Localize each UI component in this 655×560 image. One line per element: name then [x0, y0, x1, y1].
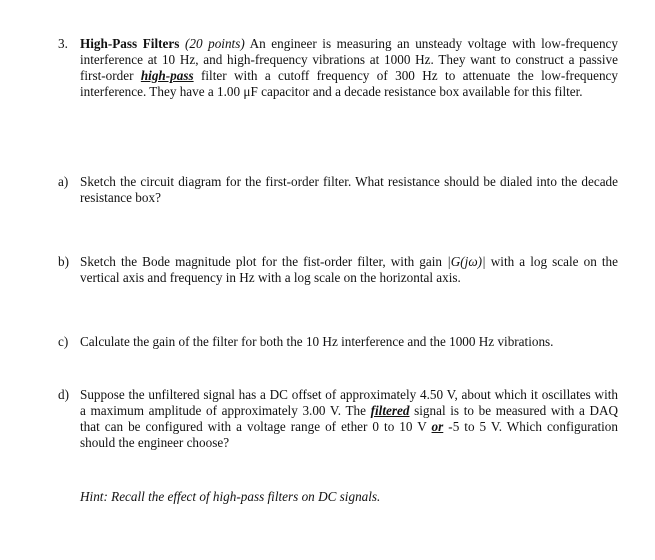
part-b-label: b) — [58, 254, 69, 269]
problem-intro — [80, 36, 618, 100]
hint-text: Hint: Recall the effect of high-pass filters on DC signals. — [80, 489, 381, 504]
part-b-text-2: with a log scale on the vertical axis and frequency in Hz with a log scale on the horizontal axis. — [80, 254, 618, 285]
intro-text-2: filter with a cutoff frequency of 300 Hz to attenuate the low-frequency interference. They have a 1.00 μF capacitor and a decade resistance box available for this filter. — [80, 68, 618, 99]
part-d-text-1: Suppose the unfiltered signal has a DC offset of approximately 4.50 V, about which it oscillates with a maximum amplitude of approximately 3.00 V. The — [80, 387, 618, 418]
part-a — [58, 174, 618, 206]
part-d — [58, 387, 618, 451]
part-b — [58, 254, 618, 286]
part-b-body — [80, 254, 618, 286]
part-d-emphasis-or: or — [431, 419, 444, 434]
problem-points: (20 points) — [184, 36, 245, 51]
part-c-text: Calculate the gain of the filter for both the 10 Hz interference and the 1000 Hz vibrations. — [80, 334, 554, 349]
part-d-label: d) — [58, 387, 69, 402]
part-a-text: Sketch the circuit diagram for the first-order filter. What resistance should be dialed into the decade resistance box? — [80, 174, 618, 205]
part-d-emphasis-filtered: filtered — [370, 403, 410, 418]
problem-title: High-Pass Filters — [80, 36, 180, 51]
part-d-text-2: signal is to be measured with a DAQ that can be configured with a voltage range of ether 0 to 10 V — [80, 403, 619, 434]
part-d-body — [80, 387, 618, 451]
gain-expression: |G(jω)| — [447, 254, 486, 269]
part-c-label: c) — [58, 334, 69, 349]
part-c — [58, 334, 618, 350]
intro-emphasis: high-pass — [140, 68, 194, 83]
part-b-text-1: Sketch the Bode magnitude plot for the fist-order filter, with gain — [80, 254, 443, 269]
part-a-label: a) — [58, 174, 69, 189]
intro-text-1: An engineer is measuring an unsteady voltage with low-frequency interference at 10 Hz, and high-frequency vibrations at 1000 Hz. They want to construct a passive first-order — [80, 36, 618, 83]
problem-statement — [58, 36, 618, 100]
part-d-text-3: -5 to 5 V. Which configuration should the engineer choose? — [80, 419, 618, 450]
problem-number: 3. — [58, 36, 68, 51]
